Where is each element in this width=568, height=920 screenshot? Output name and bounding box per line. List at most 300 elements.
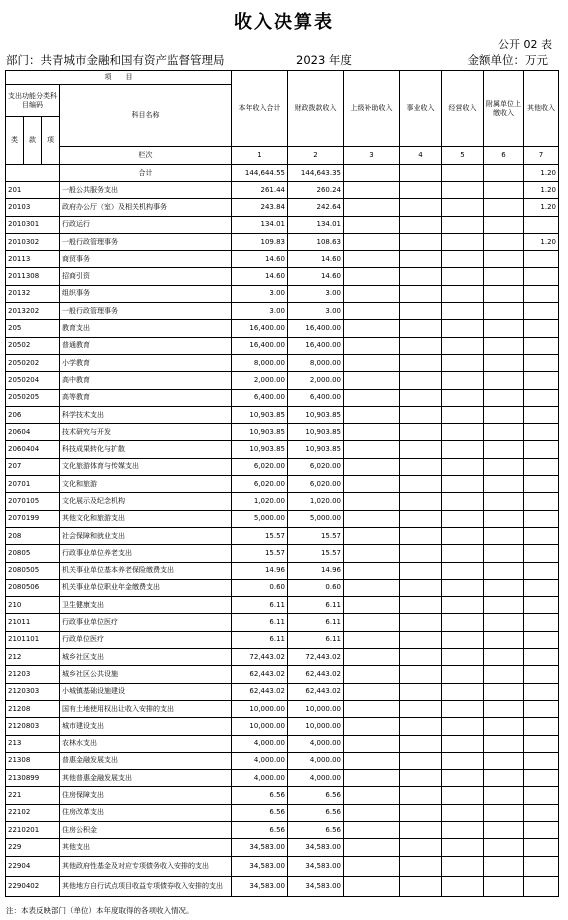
- row-name: 行政运行: [60, 216, 232, 233]
- year-label: 2023 年度: [296, 53, 352, 67]
- row-col6: [484, 649, 524, 666]
- row-col5: [442, 372, 484, 389]
- row-fiscal: 4,000.00: [288, 770, 344, 787]
- table-row: [6, 718, 559, 735]
- row-name: 农林水支出: [60, 735, 232, 752]
- row-total: 15.57: [232, 527, 288, 544]
- row-col4: [400, 700, 442, 717]
- table-row: [6, 597, 559, 614]
- row-col3: [344, 856, 400, 876]
- table-body: [6, 182, 559, 897]
- table-row: [6, 510, 559, 527]
- row-col4: [400, 251, 442, 268]
- row-col6: [484, 752, 524, 769]
- row-total: 2,000.00: [232, 372, 288, 389]
- row-col3: [344, 303, 400, 320]
- row-col6: [484, 804, 524, 821]
- row-other: [524, 268, 559, 285]
- row-name: 机关事业单位职业年金缴费支出: [60, 579, 232, 596]
- table-code: 公开 02 表: [498, 38, 552, 51]
- row-fiscal: 2,000.00: [288, 372, 344, 389]
- table-row: [6, 251, 559, 268]
- row-col6: [484, 735, 524, 752]
- row-col6: [484, 303, 524, 320]
- row-fiscal: 6.11: [288, 631, 344, 648]
- row-code: 206: [6, 406, 60, 423]
- row-fiscal: 260.24: [288, 182, 344, 199]
- row-name: 城乡社区支出: [60, 649, 232, 666]
- row-fiscal: 16,400.00: [288, 337, 344, 354]
- row-fiscal: 8,000.00: [288, 354, 344, 371]
- row-col6: [484, 821, 524, 838]
- row-name: 机关事业单位基本养老保险缴费支出: [60, 562, 232, 579]
- table-row: [6, 666, 559, 683]
- row-col3: [344, 458, 400, 475]
- table-row: [6, 562, 559, 579]
- row-col4: [400, 441, 442, 458]
- row-col3: [344, 821, 400, 838]
- row-col3: [344, 510, 400, 527]
- row-fiscal: 6,020.00: [288, 476, 344, 493]
- table-row: [6, 406, 559, 423]
- row-col5: [442, 683, 484, 700]
- row-total: 1,020.00: [232, 493, 288, 510]
- row-total: 14.96: [232, 562, 288, 579]
- table-row: [6, 804, 559, 821]
- row-col6: [484, 597, 524, 614]
- row-total: 6.11: [232, 614, 288, 631]
- row-other: [524, 493, 559, 510]
- row-fiscal: 6.56: [288, 787, 344, 804]
- row-name: 文化旅游体育与传媒支出: [60, 458, 232, 475]
- row-col4: [400, 406, 442, 423]
- table-row: [6, 354, 559, 371]
- table-row: [6, 735, 559, 752]
- row-code: 2290402: [6, 876, 60, 896]
- row-col4: [400, 770, 442, 787]
- header-col4: 事业收入: [400, 71, 442, 147]
- row-other: [524, 285, 559, 302]
- row-name: 其他普惠金融发展支出: [60, 770, 232, 787]
- header-col3: 上级补助收入: [344, 71, 400, 147]
- row-name: 政府办公厅（室）及相关机构事务: [60, 199, 232, 216]
- row-col6: [484, 199, 524, 216]
- row-col5: [442, 649, 484, 666]
- header-subject-name: 科目名称: [60, 85, 232, 147]
- row-name: 城乡社区公共设施: [60, 666, 232, 683]
- row-col5: [442, 182, 484, 199]
- row-col5: [442, 268, 484, 285]
- header-xiang: 项: [42, 117, 60, 165]
- row-col4: [400, 631, 442, 648]
- row-other: [524, 320, 559, 337]
- department-label: 部门：共青城市金融和国有资产监督管理局: [6, 53, 225, 67]
- row-fiscal: 10,000.00: [288, 718, 344, 735]
- row-code: 20805: [6, 545, 60, 562]
- row-col3: [344, 631, 400, 648]
- row-other: [524, 683, 559, 700]
- row-col3: [344, 718, 400, 735]
- row-code: 212: [6, 649, 60, 666]
- total-row-other: 1.20: [524, 165, 559, 182]
- row-fiscal: 6.11: [288, 614, 344, 631]
- row-total: 34,583.00: [232, 876, 288, 896]
- col-index-4: 4: [400, 147, 442, 165]
- row-col5: [442, 614, 484, 631]
- row-other: [524, 458, 559, 475]
- row-col6: [484, 876, 524, 896]
- row-col5: [442, 441, 484, 458]
- page-title: 收入决算表: [234, 12, 334, 33]
- row-col4: [400, 268, 442, 285]
- row-other: [524, 597, 559, 614]
- row-col4: [400, 372, 442, 389]
- row-name: 一般行政管理事务: [60, 303, 232, 320]
- row-code: 20604: [6, 424, 60, 441]
- row-total: 14.60: [232, 268, 288, 285]
- col-index-2: 2: [288, 147, 344, 165]
- row-name: 住房保障支出: [60, 787, 232, 804]
- row-col5: [442, 458, 484, 475]
- row-col5: [442, 787, 484, 804]
- table-row: [6, 527, 559, 544]
- row-col4: [400, 389, 442, 406]
- row-other: [524, 735, 559, 752]
- header-kuan: 款: [24, 117, 42, 165]
- row-fiscal: 14.96: [288, 562, 344, 579]
- row-col6: [484, 666, 524, 683]
- row-col4: [400, 804, 442, 821]
- row-other: [524, 856, 559, 876]
- row-name: 文化展示及纪念机构: [60, 493, 232, 510]
- row-other: 1.20: [524, 199, 559, 216]
- row-col4: [400, 839, 442, 856]
- row-name: 城市建设支出: [60, 718, 232, 735]
- row-other: [524, 441, 559, 458]
- row-col4: [400, 787, 442, 804]
- row-col5: [442, 735, 484, 752]
- row-col4: [400, 320, 442, 337]
- row-col6: [484, 718, 524, 735]
- row-col5: [442, 631, 484, 648]
- row-fiscal: 3.00: [288, 303, 344, 320]
- table-row: [6, 268, 559, 285]
- row-total: 6.56: [232, 804, 288, 821]
- row-col6: [484, 545, 524, 562]
- row-total: 10,000.00: [232, 718, 288, 735]
- row-code: 201: [6, 182, 60, 199]
- row-col4: [400, 821, 442, 838]
- row-other: [524, 579, 559, 596]
- row-total: 10,000.00: [232, 700, 288, 717]
- row-fiscal: 10,903.85: [288, 441, 344, 458]
- row-code: 213: [6, 735, 60, 752]
- row-other: [524, 804, 559, 821]
- row-col3: [344, 649, 400, 666]
- row-total: 62,443.02: [232, 666, 288, 683]
- row-name: 科技成果转化与扩散: [60, 441, 232, 458]
- row-name: 一般公共服务支出: [60, 182, 232, 199]
- row-col3: [344, 493, 400, 510]
- row-col5: [442, 320, 484, 337]
- row-col5: [442, 821, 484, 838]
- header-col7: 其他收入: [524, 71, 559, 147]
- row-col4: [400, 579, 442, 596]
- row-col3: [344, 372, 400, 389]
- row-total: 4,000.00: [232, 770, 288, 787]
- row-name: 教育支出: [60, 320, 232, 337]
- row-col3: [344, 839, 400, 856]
- row-fiscal: 72,443.02: [288, 649, 344, 666]
- row-col3: [344, 579, 400, 596]
- row-col5: [442, 527, 484, 544]
- row-col3: [344, 389, 400, 406]
- row-col4: [400, 476, 442, 493]
- row-fiscal: 134.01: [288, 216, 344, 233]
- row-col5: [442, 752, 484, 769]
- row-name: 组织事务: [60, 285, 232, 302]
- row-total: 16,400.00: [232, 337, 288, 354]
- row-code: 2080506: [6, 579, 60, 596]
- row-col4: [400, 666, 442, 683]
- row-fiscal: 34,583.00: [288, 876, 344, 896]
- table-row: [6, 579, 559, 596]
- row-col3: [344, 545, 400, 562]
- row-total: 6,020.00: [232, 458, 288, 475]
- row-col5: [442, 406, 484, 423]
- row-other: [524, 666, 559, 683]
- row-code: 221: [6, 787, 60, 804]
- row-other: [524, 545, 559, 562]
- row-col5: [442, 597, 484, 614]
- row-col6: [484, 510, 524, 527]
- row-total: 4,000.00: [232, 752, 288, 769]
- row-name: 小学教育: [60, 354, 232, 371]
- row-other: [524, 527, 559, 544]
- row-col4: [400, 354, 442, 371]
- row-col5: [442, 251, 484, 268]
- header-xiangmu: 项 目: [6, 71, 232, 85]
- row-total: 3.00: [232, 303, 288, 320]
- row-col6: [484, 631, 524, 648]
- row-col3: [344, 700, 400, 717]
- row-fiscal: 5,000.00: [288, 510, 344, 527]
- row-name: 小城镇基础设施建设: [60, 683, 232, 700]
- row-other: [524, 787, 559, 804]
- row-col6: [484, 787, 524, 804]
- row-other: [524, 876, 559, 896]
- row-fiscal: 16,400.00: [288, 320, 344, 337]
- row-col6: [484, 424, 524, 441]
- row-col6: [484, 389, 524, 406]
- row-other: [524, 424, 559, 441]
- row-other: [524, 337, 559, 354]
- row-col4: [400, 718, 442, 735]
- table-row: [6, 821, 559, 838]
- total-row-fiscal: 144,643.35: [288, 165, 344, 182]
- row-col3: [344, 735, 400, 752]
- table-row: [6, 320, 559, 337]
- row-name: 商贸事务: [60, 251, 232, 268]
- row-name: 其他政府性基金及对应专项债务收入安排的支出: [60, 856, 232, 876]
- row-code: 2013202: [6, 303, 60, 320]
- row-col6: [484, 182, 524, 199]
- row-total: 14.60: [232, 251, 288, 268]
- row-fiscal: 0.60: [288, 579, 344, 596]
- row-col4: [400, 614, 442, 631]
- table-row: [6, 199, 559, 216]
- row-other: [524, 649, 559, 666]
- row-col6: [484, 579, 524, 596]
- row-fiscal: 108.63: [288, 233, 344, 250]
- row-col5: [442, 579, 484, 596]
- row-name: 国有土地使用权出让收入安排的支出: [60, 700, 232, 717]
- row-col5: [442, 562, 484, 579]
- row-col4: [400, 493, 442, 510]
- row-other: [524, 476, 559, 493]
- row-total: 10,903.85: [232, 424, 288, 441]
- row-col4: [400, 856, 442, 876]
- row-code: 2050204: [6, 372, 60, 389]
- row-code: 2010302: [6, 233, 60, 250]
- row-col4: [400, 458, 442, 475]
- table-row: [6, 389, 559, 406]
- row-other: [524, 770, 559, 787]
- row-col6: [484, 441, 524, 458]
- row-code: 22102: [6, 804, 60, 821]
- row-code: 21308: [6, 752, 60, 769]
- row-code: 208: [6, 527, 60, 544]
- row-fiscal: 10,903.85: [288, 424, 344, 441]
- row-other: [524, 510, 559, 527]
- row-col5: [442, 233, 484, 250]
- header-lei: 类: [6, 117, 24, 165]
- row-fiscal: 6,400.00: [288, 389, 344, 406]
- table-row: [6, 476, 559, 493]
- row-code: 2050202: [6, 354, 60, 371]
- row-total: 6,400.00: [232, 389, 288, 406]
- row-col5: [442, 303, 484, 320]
- row-col5: [442, 493, 484, 510]
- header-col5: 经营收入: [442, 71, 484, 147]
- row-other: [524, 562, 559, 579]
- header-col6: 附属单位上缴收入: [484, 71, 524, 147]
- row-code: 2120803: [6, 718, 60, 735]
- row-col4: [400, 199, 442, 216]
- row-name: 普通教育: [60, 337, 232, 354]
- row-code: 20113: [6, 251, 60, 268]
- row-fiscal: 6,020.00: [288, 458, 344, 475]
- row-other: [524, 700, 559, 717]
- row-col3: [344, 476, 400, 493]
- row-col5: [442, 545, 484, 562]
- row-fiscal: 62,443.02: [288, 683, 344, 700]
- col-index-6: 6: [484, 147, 524, 165]
- row-name: 其他文化和旅游支出: [60, 510, 232, 527]
- row-col3: [344, 876, 400, 896]
- row-col6: [484, 562, 524, 579]
- row-col6: [484, 320, 524, 337]
- row-col5: [442, 354, 484, 371]
- row-col5: [442, 216, 484, 233]
- row-code: 229: [6, 839, 60, 856]
- row-col6: [484, 233, 524, 250]
- row-total: 6.56: [232, 821, 288, 838]
- row-col6: [484, 458, 524, 475]
- row-name: 其他地方自行试点项目收益专项债券收入安排的支出: [60, 876, 232, 896]
- row-col3: [344, 683, 400, 700]
- row-col6: [484, 216, 524, 233]
- row-col4: [400, 216, 442, 233]
- row-col5: [442, 510, 484, 527]
- row-col3: [344, 787, 400, 804]
- row-code: 2070199: [6, 510, 60, 527]
- row-name: 行政单位医疗: [60, 631, 232, 648]
- row-name: 普惠金融发展支出: [60, 752, 232, 769]
- income-table: [5, 70, 559, 897]
- table-row: [6, 683, 559, 700]
- row-col6: [484, 285, 524, 302]
- row-col3: [344, 268, 400, 285]
- row-code: 2210201: [6, 821, 60, 838]
- row-col3: [344, 666, 400, 683]
- row-total: 34,583.00: [232, 839, 288, 856]
- row-other: [524, 631, 559, 648]
- row-name: 住房改革支出: [60, 804, 232, 821]
- row-col3: [344, 424, 400, 441]
- row-col4: [400, 510, 442, 527]
- row-name: 其他支出: [60, 839, 232, 856]
- row-total: 3.00: [232, 285, 288, 302]
- footnote: 注：本表反映部门（单位）本年度取得的各项收入情况。: [6, 906, 194, 915]
- row-col4: [400, 424, 442, 441]
- row-code: 20502: [6, 337, 60, 354]
- row-code: 2060404: [6, 441, 60, 458]
- row-col4: [400, 285, 442, 302]
- row-other: [524, 354, 559, 371]
- row-other: [524, 372, 559, 389]
- col-index-7: 7: [524, 147, 559, 165]
- table-row: [6, 752, 559, 769]
- row-total: 15.57: [232, 545, 288, 562]
- row-fiscal: 6.11: [288, 597, 344, 614]
- row-col4: [400, 337, 442, 354]
- row-fiscal: 34,583.00: [288, 839, 344, 856]
- row-col3: [344, 752, 400, 769]
- row-col4: [400, 527, 442, 544]
- row-name: 高中教育: [60, 372, 232, 389]
- row-fiscal: 6.56: [288, 821, 344, 838]
- table-row: [6, 631, 559, 648]
- row-col3: [344, 199, 400, 216]
- col-index-5: 5: [442, 147, 484, 165]
- row-total: 134.01: [232, 216, 288, 233]
- row-code: 2101101: [6, 631, 60, 648]
- row-col5: [442, 839, 484, 856]
- row-total: 10,903.85: [232, 441, 288, 458]
- row-other: [524, 251, 559, 268]
- col-index-1: 1: [232, 147, 288, 165]
- table-row: [6, 216, 559, 233]
- row-name: 文化和旅游: [60, 476, 232, 493]
- row-code: 2120303: [6, 683, 60, 700]
- row-fiscal: 14.60: [288, 268, 344, 285]
- row-total: 5,000.00: [232, 510, 288, 527]
- total-row-total: 144,644.55: [232, 165, 288, 182]
- table-row: [6, 372, 559, 389]
- row-col3: [344, 216, 400, 233]
- row-col5: [442, 199, 484, 216]
